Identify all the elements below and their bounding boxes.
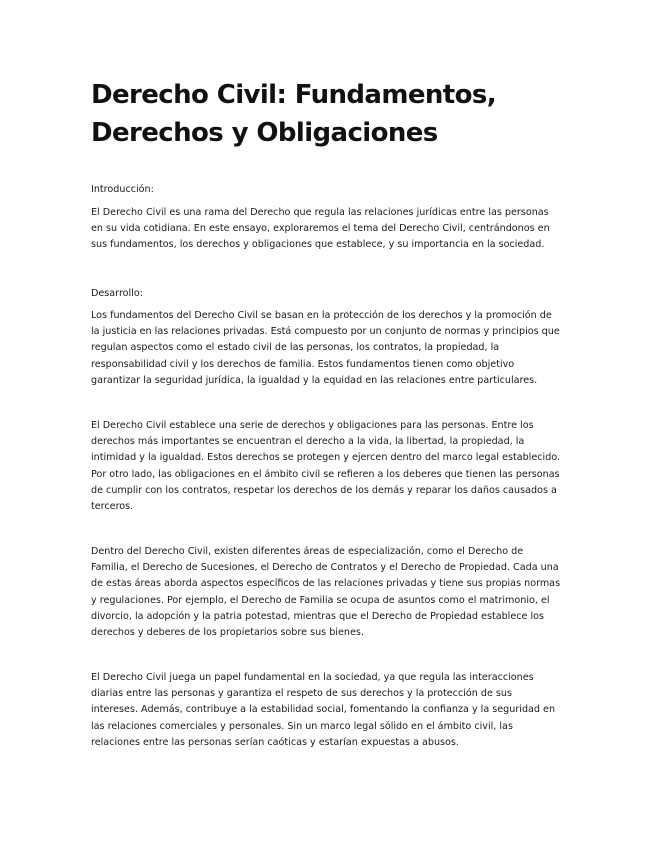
development-heading: Desarrollo:	[91, 288, 143, 299]
introduction-heading: Introducción:	[91, 184, 154, 195]
introduction-paragraph: El Derecho Civil es una rama del Derecho que regula las relaciones jurídicas entre las personas en su vida cotidiana. En este ensayo, exploraremos el tema del Derecho Civil, centrándonos en sus fundamentos, los derechos y obligaciones que establece, y su importancia en la sociedad.	[91, 207, 550, 251]
body-paragraph-fundamentals: Los fundamentos del Derecho Civil se basan en la protección de los derechos y la promoción de la justicia en las relaciones privadas. Está compuesto por un conjunto de normas y principios que regulan aspectos como el estado civil de las personas, los contratos, la propiedad, la responsabilidad civil y los derechos de familia. Estos fundamentos tienen como objetivo garantizar la seguridad jurídica, la igualdad y la equidad en las relaciones entre particulares.	[91, 310, 560, 386]
body-paragraph-specialization-areas: Dentro del Derecho Civil, existen diferentes áreas de especialización, como el Derecho de Familia, el Derecho de Sucesiones, el Derecho de Contratos y el Derecho de Propiedad. Cada una de estas áreas aborda aspectos específicos de las relaciones privadas y tiene sus propias normas y regulaciones. Por ejemplo, el Derecho de Familia se ocupa de asuntos como el matrimonio, el divorcio, la adopción y la patria potestad, mientras que el Derecho de Propiedad establece los derechos y deberes de los propietarios sobre sus bienes.	[91, 546, 561, 639]
page-title: Derecho Civil: Fundamentos, Derechos y Obligaciones	[91, 80, 497, 148]
body-paragraph-rights-obligations: El Derecho Civil establece una serie de derechos y obligaciones para las personas. Entre los derechos más importantes se encuentran el derecho a la vida, la libertad, la propiedad, la intimidad y la igualdad. Estos derechos se protegen y ejercen dentro del marco legal establecido. Por otro lado, las obligaciones en el ámbito civil se refieren a los deberes que tienen las personas de cumplir con los contratos, respetar los derechos de los demás y reparar los daños causados a terceros.	[91, 420, 561, 513]
body-paragraph-social-role: El Derecho Civil juega un papel fundamental en la sociedad, ya que regula las interacciones diarias entre las personas y garantiza el respeto de sus derechos y la protección de sus intereses. Además, contribuye a la estabilidad social, fomentando la confianza y la seguridad en las relaciones comerciales y personales. Sin un marco legal sólido en el ámbito civil, las relaciones entre las personas serían caóticas y estarían expuestas a abusos.	[91, 672, 556, 748]
